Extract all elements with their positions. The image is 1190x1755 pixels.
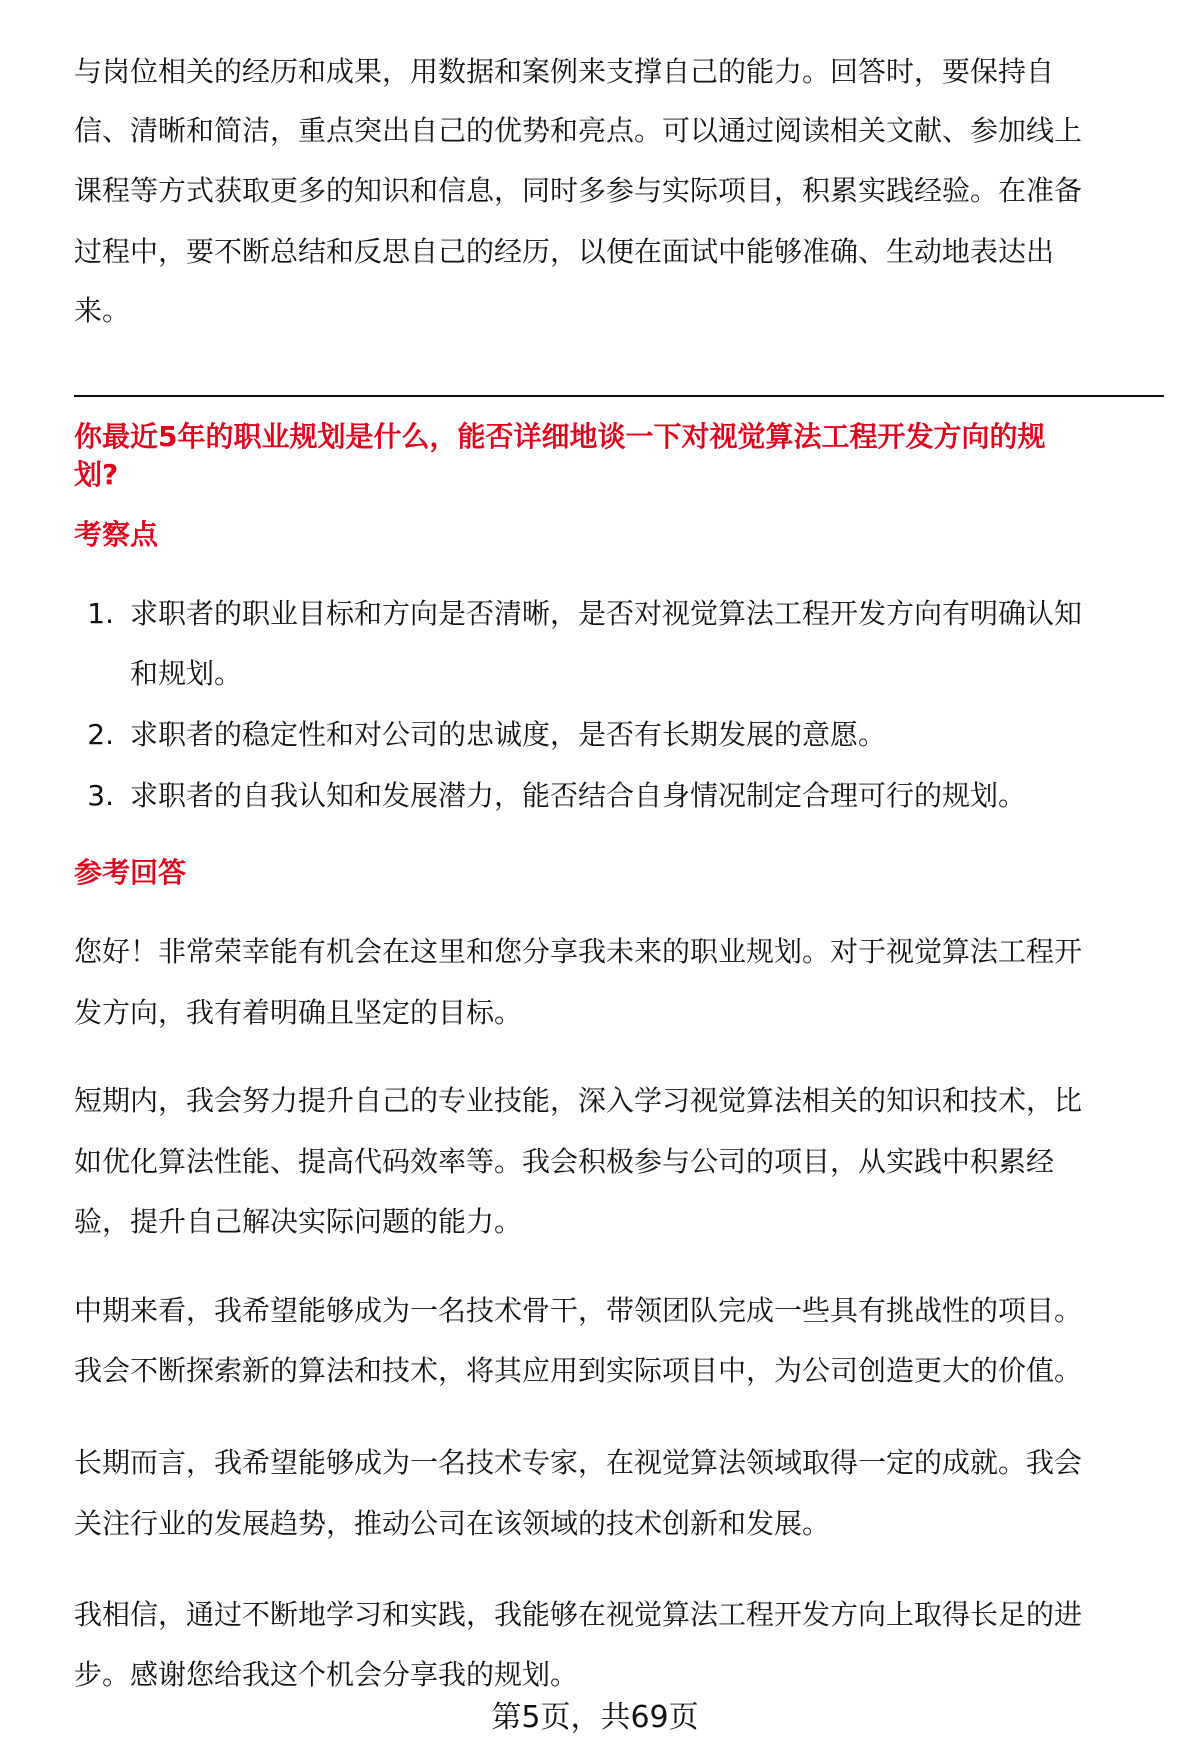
text-line: 长期而言，我希望能够成为一名技术专家，在视觉算法领域取得一定的成就。我会 — [74, 1446, 1083, 1479]
text-line: 与岗位相关的经历和成果，用数据和案例来支撑自己的能力。回答时，要保持自 — [74, 55, 1055, 88]
text-line: 如优化算法性能、提高代码效率等。我会积极参与公司的项目，从实践中积累经 — [74, 1145, 1055, 1178]
question-line: 划? — [74, 458, 119, 491]
list-number: 1. — [87, 597, 114, 630]
list-number: 3. — [87, 779, 114, 812]
text-line: 中期来看，我希望能够成为一名技术骨干，带领团队完成一些具有挑战性的项目。 — [74, 1294, 1083, 1327]
list-number: 2. — [87, 718, 114, 751]
text-line: 我会不断探索新的算法和技术，将其应用到实际项目中，为公司创造更大的价值。 — [74, 1354, 1083, 1387]
question-line: 你最近5年的职业规划是什么，能否详细地谈一下对视觉算法工程开发方向的规 — [74, 420, 1046, 453]
answer-heading: 参考回答 — [74, 856, 187, 889]
page-number: 第5页，共69页 — [491, 1700, 699, 1735]
text-line: 发方向，我有着明确且坚定的目标。 — [74, 996, 523, 1029]
text-line: 信、清晰和简洁，重点突出自己的优势和亮点。可以通过阅读相关文献、参加线上 — [74, 114, 1083, 147]
section-divider — [74, 395, 1164, 397]
text-line: 验，提升自己解决实际问题的能力。 — [74, 1205, 523, 1238]
text-line: 关注行业的发展趋势，推动公司在该领域的技术创新和发展。 — [74, 1507, 831, 1540]
text-line: 步。感谢您给我这个机会分享我的规划。 — [74, 1658, 579, 1691]
list-text: 求职者的职业目标和方向是否清晰，是否对视觉算法工程开发方向有明确认知 — [130, 597, 1083, 630]
text-line: 过程中，要不断总结和反思自己的经历，以便在面试中能够准确、生动地表达出 — [74, 235, 1055, 268]
list-text: 求职者的稳定性和对公司的忠诚度，是否有长期发展的意愿。 — [130, 718, 887, 751]
list-text: 求职者的自我认知和发展潜力，能否结合自身情况制定合理可行的规划。 — [130, 779, 1027, 812]
text-line: 来。 — [74, 294, 131, 327]
text-line: 课程等方式获取更多的知识和信息，同时多参与实际项目，积累实践经验。在准备 — [74, 174, 1083, 207]
text-line: 您好！非常荣幸能有机会在这里和您分享我未来的职业规划。对于视觉算法工程开 — [74, 935, 1083, 968]
text-line: 我相信，通过不断地学习和实践，我能够在视觉算法工程开发方向上取得长足的进 — [74, 1598, 1083, 1631]
focus-heading: 考察点 — [74, 518, 159, 551]
list-text: 和规划。 — [130, 657, 243, 690]
text-line: 短期内，我会努力提升自己的专业技能，深入学习视觉算法相关的知识和技术，比 — [74, 1084, 1083, 1117]
